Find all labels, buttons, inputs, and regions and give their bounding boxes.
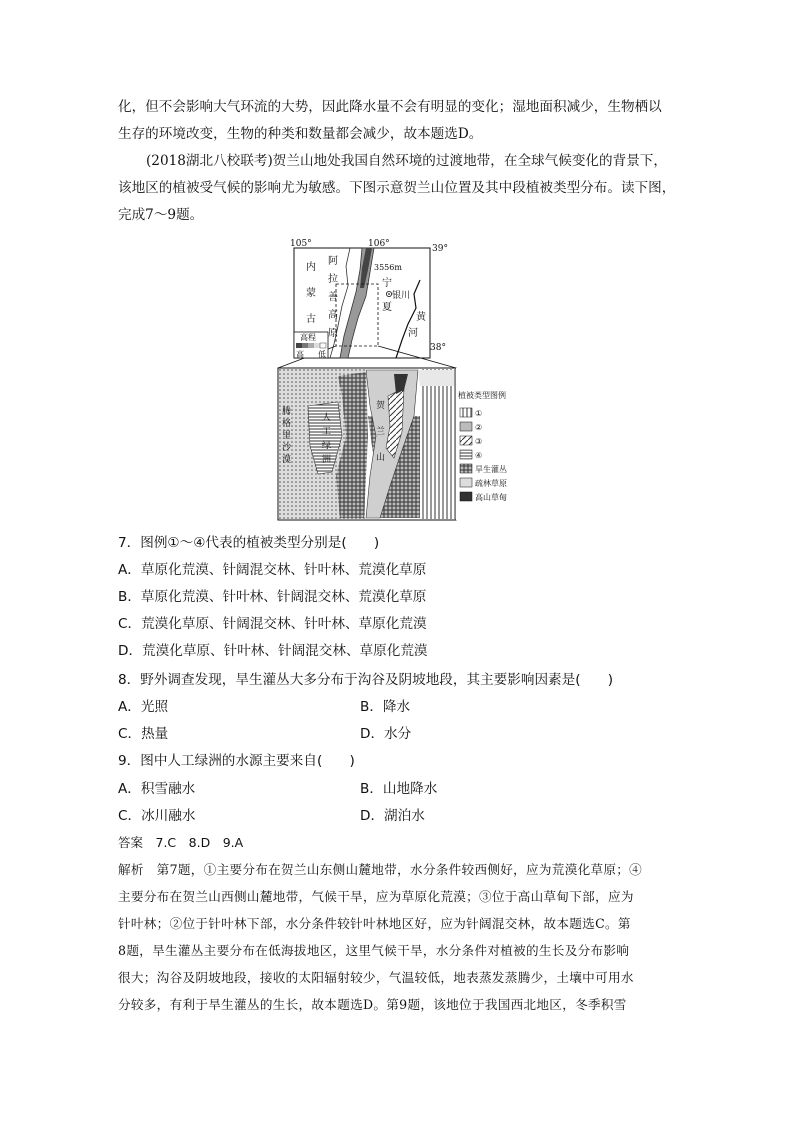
q7-option-a[interactable]: A．草原化荒漠、针阔混交林、针叶林、荒漠化草原 xyxy=(118,562,427,578)
tengger-char-2: 格 xyxy=(282,419,292,429)
q8-option-b[interactable]: B．降水 xyxy=(360,699,411,715)
lat-39-label: 39° xyxy=(432,244,448,254)
veg-legend-4: ④ xyxy=(475,451,483,460)
lat-38-label: 38° xyxy=(430,343,446,353)
veg-legend-savanna: 疏林草原 xyxy=(475,479,507,488)
veg-legend-2: ② xyxy=(475,423,483,432)
veg-legend-3: ③ xyxy=(475,437,483,446)
explanation-line-5: 很大；沟谷及阴坡地段，接收的太阳辐射较少，气温较低，地表蒸发蒸腾少，土壤中可用水 xyxy=(118,970,634,985)
legend-high-label: 高程 xyxy=(300,333,316,342)
veg-legend-shrub: 旱生灌丛 xyxy=(475,465,507,474)
lon-105-label: 105° xyxy=(290,239,312,249)
q7-option-c[interactable]: C．荒漠化草原、针阔混交林、针叶林、草原化荒漠 xyxy=(118,616,427,632)
q7-option-b[interactable]: B．草原化荒漠、针叶林、针阔混交林、荒漠化草原 xyxy=(118,589,427,605)
intro-line-3: 完成7～9题。 xyxy=(118,207,204,223)
q7-stem: 7．图例①～④代表的植被类型分别是( ) xyxy=(118,535,380,551)
intro-line-1: (2018湖北八校联考)贺兰山地处我国自然环境的过渡地带，在全球气候变化的背景下， xyxy=(146,153,667,169)
paragraph-prev-line-1: 化，但不会影响大气环流的大势，因此降水量不会有明显的变化；湿地面积减少，生物栖以 xyxy=(118,99,662,115)
q9-option-c[interactable]: C．冰川融水 xyxy=(118,808,196,824)
q8-option-a[interactable]: A．光照 xyxy=(118,699,169,715)
q8-option-c[interactable]: C．热量 xyxy=(118,726,169,742)
ningxia-char-1: 宁 xyxy=(382,278,392,289)
alashan-char-3: 善 xyxy=(328,292,338,303)
neimenggu-char-1: 内 xyxy=(306,262,316,273)
huanghe-char-1: 黄 xyxy=(416,312,426,323)
veg-legend-1: ① xyxy=(475,409,483,418)
tengger-char-5: 漠 xyxy=(282,455,292,465)
q7-option-d[interactable]: D．荒漠化草原、针叶林、针阔混交林、草原化荒漠 xyxy=(118,643,428,659)
oasis-char-4: 洲 xyxy=(322,455,332,465)
paragraph-prev-line-2: 生存的环境改变，生物的种类和数量都会减少，故本题选D。 xyxy=(118,126,483,142)
q9-option-b[interactable]: B．山地降水 xyxy=(360,781,438,797)
oasis-char-1: 人 xyxy=(322,413,332,423)
oasis-char-2: 工 xyxy=(322,427,332,437)
q9-stem: 9．图中人工绿洲的水源主要来自( ) xyxy=(118,753,355,769)
neimenggu-char-2: 蒙 xyxy=(306,288,316,299)
q9-option-d[interactable]: D．湖泊水 xyxy=(360,808,425,824)
q8-stem: 8．野外调查发现，旱生灌丛大多分布于沟谷及阴坡地段，其主要影响因素是( ) xyxy=(118,672,614,688)
alashan-char-2: 拉 xyxy=(328,274,338,285)
tengger-char-4: 沙 xyxy=(282,443,292,453)
lon-106-label: 106° xyxy=(368,239,390,249)
explanation-line-1: 解析 第7题，①主要分布在贺兰山东侧山麓地带，水分条件较西侧好，应为荒漠化草原；④ xyxy=(118,862,643,877)
vegetation-inset-map xyxy=(278,368,456,520)
ningxia-char-2: 夏 xyxy=(382,302,392,313)
tengger-char-3: 里 xyxy=(282,431,292,441)
helan-mountain-map xyxy=(270,236,530,524)
answer-line: 答案 7.C 8.D 9.A xyxy=(118,835,244,850)
q9-option-a[interactable]: A．积雪融水 xyxy=(118,781,196,797)
explanation-line-3: 针叶林；②位于针叶林下部，水分条件较针叶林地区好，应为针阔混交林，故本题选C。第 xyxy=(118,916,631,931)
legend-low-left: 高 xyxy=(296,350,304,359)
explanation-line-2: 主要分布在贺兰山西侧山麓地带，气候干旱，应为草原化荒漠；③位于高山草甸下部，应为 xyxy=(118,889,634,904)
helan-char-1: 贺 xyxy=(376,401,386,411)
explanation-line-6: 分较多，有利于旱生灌丛的生长，故本题选D。第9题，该地位于我国西北地区，冬季积雪 xyxy=(118,997,627,1012)
legend-low-right: 低 xyxy=(318,350,326,359)
vegetation-legend xyxy=(456,368,526,520)
helan-char-2: 兰 xyxy=(376,427,386,437)
tengger-char-1: 腾 xyxy=(282,407,292,417)
alashan-char-4: 高 xyxy=(328,310,338,321)
alashan-char-5: 原 xyxy=(328,328,338,339)
yinchuan-label: 银川 xyxy=(392,291,411,301)
neimenggu-char-3: 古 xyxy=(306,314,316,325)
helan-char-3: 山 xyxy=(376,453,386,463)
q8-option-d[interactable]: D．水分 xyxy=(360,726,412,742)
veg-legend-title: 植被类型图例 xyxy=(458,391,506,400)
intro-line-2: 该地区的植被受气候的影响尤为敏感。下图示意贺兰山位置及其中段植被类型分布。读下图， xyxy=(118,180,676,196)
alashan-char-1: 阿 xyxy=(328,256,338,267)
huanghe-char-2: 河 xyxy=(408,328,418,339)
explanation-line-4: 8题，旱生灌丛主要分布在低海拔地区，这里气候干旱，水分条件对植被的生长及分布影响 xyxy=(118,943,630,958)
oasis-char-3: 绿 xyxy=(322,441,332,451)
elevation-label: 3556m xyxy=(374,263,402,272)
veg-legend-meadow: 高山草甸 xyxy=(475,493,507,502)
